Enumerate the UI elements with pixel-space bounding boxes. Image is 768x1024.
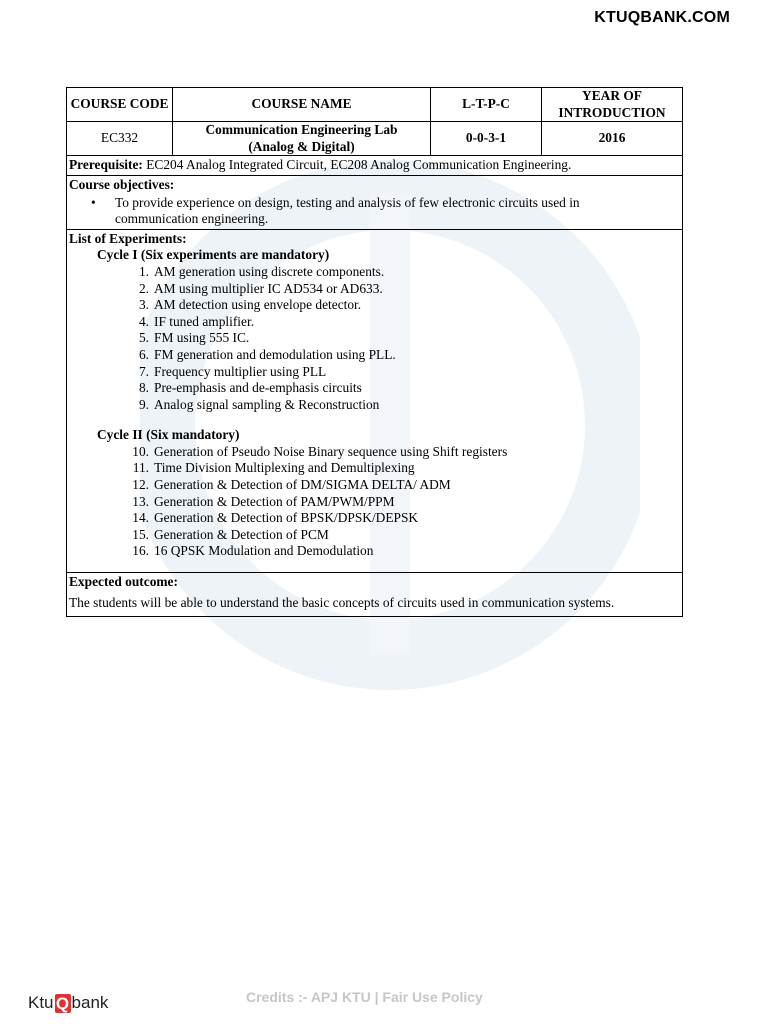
experiment-title: Pre-emphasis and de-emphasis circuits	[154, 380, 362, 396]
objectives-row	[67, 175, 683, 229]
cycle-1-list	[69, 264, 680, 413]
experiment-number: 12.	[132, 477, 149, 493]
course-name-line2: (Analog & Digital)	[248, 138, 355, 154]
experiment-item	[69, 444, 680, 461]
outcome-text: The students will be able to understand the basic concepts of circuits used in communication systems.	[69, 594, 615, 610]
outcome-row	[67, 573, 683, 617]
experiment-title: Generation & Detection of PAM/PWM/PPM	[154, 493, 395, 509]
experiment-item	[69, 380, 680, 397]
experiments-row	[67, 229, 683, 572]
experiment-number: 8.	[138, 380, 149, 396]
objectives-label: Course objectives:	[69, 176, 175, 192]
experiment-item	[69, 510, 680, 527]
prerequisite-label: Prerequisite:	[69, 157, 143, 173]
experiment-number: 9.	[138, 396, 149, 412]
experiment-title: Generation & Detection of PCM	[154, 526, 329, 542]
experiment-title: Generation of Pseudo Noise Binary sequence using Shift registers	[154, 443, 508, 459]
ltpc-header: L-T-P-C	[431, 88, 542, 122]
experiment-title: Time Division Multiplexing and Demultiplexing	[154, 460, 415, 476]
experiment-item	[69, 543, 680, 560]
cycle-spacer	[69, 413, 680, 427]
bullet-icon: •	[91, 194, 96, 210]
experiment-title: FM using 555 IC.	[154, 330, 250, 346]
experiment-number: 6.	[138, 346, 149, 362]
objective-item	[91, 194, 680, 228]
course-code-header: COURSE CODE	[67, 88, 173, 122]
experiment-number: 2.	[138, 280, 149, 296]
experiment-item	[69, 364, 680, 381]
experiment-number: 13.	[132, 493, 149, 509]
site-header[interactable]: KTUQBANK.COM	[594, 9, 730, 26]
experiment-item	[69, 297, 680, 314]
course-name-header: COURSE NAME	[173, 88, 431, 122]
outcome-cell	[67, 573, 683, 617]
cycle-2-heading: Cycle II (Six mandatory)	[97, 427, 240, 443]
credits-text[interactable]: Credits :- APJ KTU | Fair Use Policy	[246, 989, 483, 1005]
experiment-number: 7.	[138, 363, 149, 379]
experiment-number: 11.	[132, 460, 149, 476]
experiment-title: Generation & Detection of BPSK/DPSK/DEPSK	[154, 510, 419, 526]
objectives-list	[69, 195, 680, 228]
course-year: 2016	[542, 122, 683, 156]
experiment-title: AM generation using discrete components.	[154, 263, 385, 279]
experiments-cell	[67, 229, 683, 572]
experiment-title: FM generation and demodulation using PLL.	[154, 346, 396, 362]
experiment-title: IF tuned amplifier.	[154, 313, 255, 329]
experiment-item	[69, 314, 680, 331]
course-row	[67, 122, 683, 156]
logo-q-icon: Q	[55, 993, 70, 1013]
experiment-title: Analog signal sampling & Reconstruction	[154, 396, 380, 412]
experiment-item	[69, 264, 680, 281]
experiment-item	[69, 330, 680, 347]
experiment-title: 16 QPSK Modulation and Demodulation	[154, 543, 374, 559]
outcome-label: Expected outcome:	[69, 574, 178, 590]
experiment-item	[69, 460, 680, 477]
year-header: YEAR OF INTRODUCTION	[542, 88, 683, 122]
experiment-number: 15.	[132, 526, 149, 542]
experiment-item	[69, 477, 680, 494]
experiment-number: 4.	[138, 313, 149, 329]
logo-text-right: bank	[71, 993, 109, 1012]
cycle-1-heading: Cycle I (Six experiments are mandatory)	[97, 247, 330, 263]
experiment-number: 5.	[138, 330, 149, 346]
prerequisite-cell	[67, 156, 683, 176]
objective-text: To provide experience on design, testing and analysis of few electronic circuits used in communication engineering.	[115, 194, 580, 227]
experiment-title: Generation & Detection of DM/SIGMA DELTA/ ADM	[154, 477, 451, 493]
experiment-title: Frequency multiplier using PLL	[154, 363, 327, 379]
logo-text-left: Ktu	[28, 993, 54, 1012]
ktuqbank-logo[interactable]	[28, 993, 108, 1013]
objectives-cell	[67, 175, 683, 229]
experiment-item	[69, 281, 680, 298]
experiment-title: AM using multiplier IC AD534 or AD633.	[154, 280, 383, 296]
experiment-number: 16.	[132, 543, 149, 559]
syllabus-table	[66, 87, 683, 617]
course-name	[173, 122, 431, 156]
cycle-2-list	[69, 444, 680, 560]
table-header-row	[67, 88, 683, 122]
experiment-item	[69, 347, 680, 364]
experiment-number: 14.	[132, 510, 149, 526]
experiment-number: 1.	[138, 263, 149, 279]
experiments-label: List of Experiments:	[69, 230, 187, 246]
experiment-item	[69, 397, 680, 414]
experiment-number: 3.	[138, 297, 149, 313]
experiment-item	[69, 527, 680, 544]
prerequisite-row	[67, 156, 683, 176]
experiment-item	[69, 494, 680, 511]
prerequisite-text: EC204 Analog Integrated Circuit, EC208 Analog Communication Engineering.	[142, 157, 572, 173]
experiment-title: AM detection using envelope detector.	[154, 297, 362, 313]
course-name-line1: Communication Engineering Lab	[205, 122, 398, 138]
course-ltpc: 0-0-3-1	[431, 122, 542, 156]
course-code: EC332	[67, 122, 173, 156]
experiment-number: 10.	[132, 443, 149, 459]
